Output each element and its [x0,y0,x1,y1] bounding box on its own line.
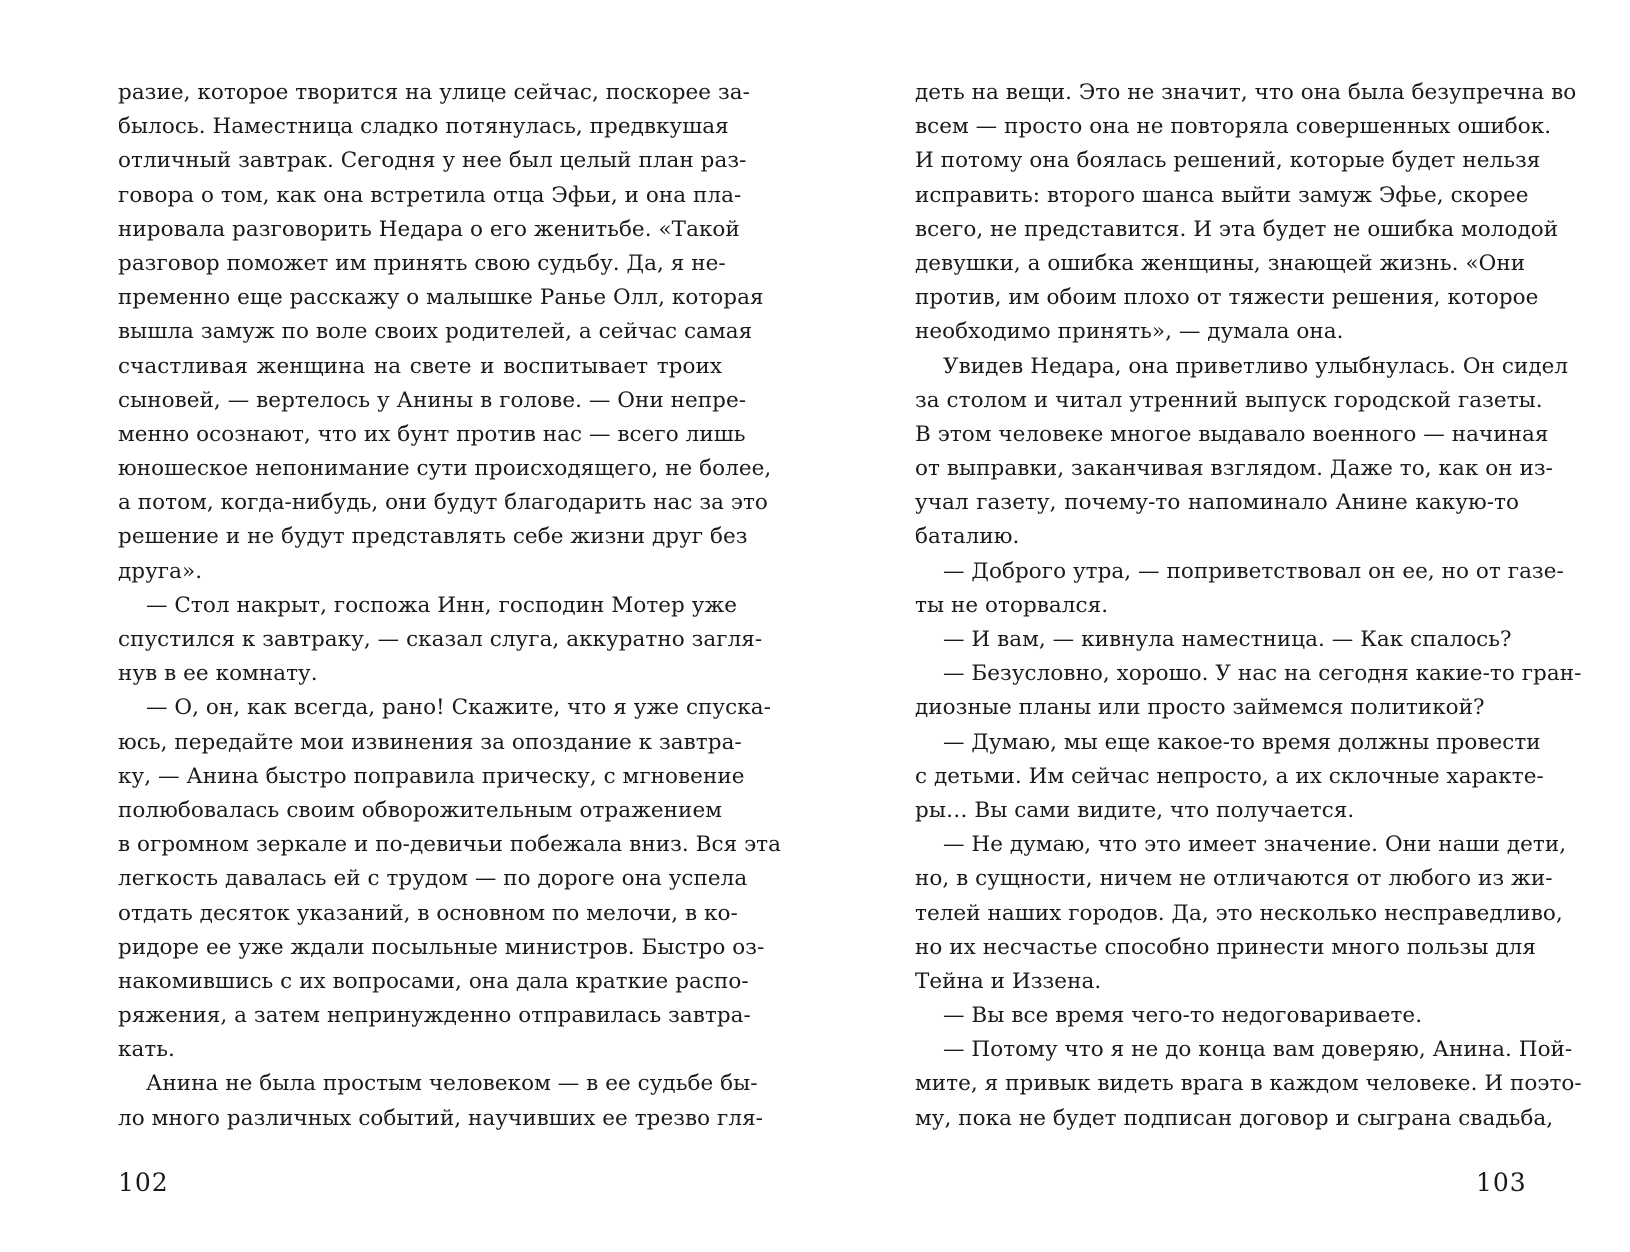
text-line: деть на вещи. Это не значит, что она была безупречна во [915,80,1577,105]
text-line: всего, не представится. И эта будет не ошибка молодой [915,216,1559,242]
text-line: отдать десяток указаний, в основном по мелочи, в ко- [118,900,738,926]
text-line: ряжения, а затем непринужденно отправилась завтра- [118,1003,751,1029]
text-line: му, пока не будет подписан договор и сыграна свадьба, [915,1105,1554,1131]
text-line: былось. Наместница сладко потянулась, предвкушая [118,114,729,140]
text-line: накомившись с их вопросами, она дала краткие распо- [118,968,749,994]
text-line: полюбовалась своим обворожительным отражением [118,797,722,823]
text-line: — Стол накрыт, госпожа Инн, господин Мотер уже [146,592,738,618]
text-line: говора о том, как она встретила отца Эфьи, и она пла- [118,182,742,208]
text-line: исправить: второго шанса выйти замуж Эфье, скорее [915,182,1529,208]
text-line: ку, — Анина быстро поправила прическу, с мгновение [118,763,745,789]
text-line: ры… Вы сами видите, что получается. [915,797,1355,823]
text-line: Тейна и Иззена. [915,968,1102,994]
text-line: И потому она боялась решений, которые будет нельзя [915,148,1541,174]
text-line: сыновей, — вертелось у Анины в голове. — Они непре- [118,387,747,413]
text-line: кать. [118,1037,175,1063]
text-line: но, в сущности, ничем не отличаются от любого из жи- [915,866,1553,892]
text-line: — Вы все время чего-то недоговариваете. [943,1003,1423,1029]
text-line: ридоре ее уже ждали посыльные министров. Быстро оз- [118,934,765,960]
text-line: нировала разговорить Недара о его женитьбе. «Такой [118,216,740,242]
text-line: ло много различных событий, научивших ее трезво гля- [118,1105,763,1131]
text-line: — Думаю, мы еще какое-то время должны провести [943,729,1541,755]
text-line: за столом и читал утренний выпуск городской газеты. [915,387,1543,413]
text-line: Увидев Недара, она приветливо улыбнулась. Он сидел [943,353,1569,379]
text-line: — И вам, — кивнула наместница. — Как спалось? [943,627,1512,652]
text-line: в огромном зеркале и по-девичьи побежала вниз. Вся эта [118,832,781,858]
text-line: диозные планы или просто займемся политикой? [915,695,1485,721]
text-line: с детьми. Им сейчас непросто, а их склочные характе- [915,763,1544,789]
left-page [118,76,781,1176]
text-line: легкость давалась ей с трудом — по дороге она успела [118,866,748,892]
text-line: счастливая женщина на свете и воспитывает троих [118,353,722,379]
text-line: Анина не была простым человеком — в ее судьбе бы- [146,1071,758,1097]
text-line: баталию. [915,524,1020,550]
text-line: ты не оторвался. [915,592,1109,618]
text-line: учал газету, почему-то напоминало Анине какую-то [915,490,1519,516]
right-page [915,76,1582,1176]
page-number-right: 103 [1476,1168,1527,1197]
text-line: — О, он, как всегда, рано! Скажите, что я уже спуска- [146,695,771,721]
text-line: против, им обоим плохо от тяжести решения, которое [915,285,1539,311]
page-number-left: 102 [118,1168,169,1197]
text-line: всем — просто она не повторяла совершенных ошибок. [915,114,1552,140]
text-line: — Безусловно, хорошо. У нас на сегодня какие-то гран- [943,661,1582,687]
text-line: а потом, когда-нибудь, они будут благодарить нас за это [118,490,768,516]
text-line: но их несчастье способно принести много пользы для [915,934,1536,960]
text-line: вышла замуж по воле своих родителей, а сейчас самая [118,319,753,345]
text-line: от выправки, заканчивая взглядом. Даже то, как он из- [915,456,1553,482]
text-line: девушки, а ошибка женщины, знающей жизнь. «Они [915,250,1526,276]
text-line: мите, я привык видеть врага в каждом человеке. И поэто- [915,1071,1582,1097]
text-line: спустился к завтраку, — сказал слуга, аккуратно загля- [118,627,763,652]
text-line: разговор поможет им принять свою судьбу. Да, я не- [118,250,726,276]
text-line: — Потому что я не до конца вам доверяю, Анина. Пой- [943,1037,1573,1063]
text-line: юсь, передайте мои извинения за опоздание к завтра- [118,729,742,755]
text-line: решение и не будут представлять себе жизни друг без [118,524,748,550]
text-line: — Доброго утра, — поприветствовал он ее, но от газе- [943,558,1564,584]
text-line: менно осознают, что их бунт против нас — всего лишь [118,421,746,447]
text-line: нув в ее комнату. [118,661,318,687]
text-line: В этом человеке многое выдавало военного — начиная [915,421,1549,447]
text-line: — Не думаю, что это имеет значение. Они наши дети, [943,832,1567,858]
text-line: друга». [118,558,203,584]
text-line: разие, которое творится на улице сейчас, поскорее за- [118,80,750,105]
text-line: юношеское непонимание сути происходящего, не более, [118,456,772,482]
text-line: отличный завтрак. Сегодня у нее был целый план раз- [118,148,747,174]
text-line: пременно еще расскажу о малышке Ранье Олл, которая [118,285,764,311]
text-line: необходимо принять», — думала она. [915,319,1344,345]
text-line: телей наших городов. Да, это несколько несправедливо, [915,900,1563,926]
